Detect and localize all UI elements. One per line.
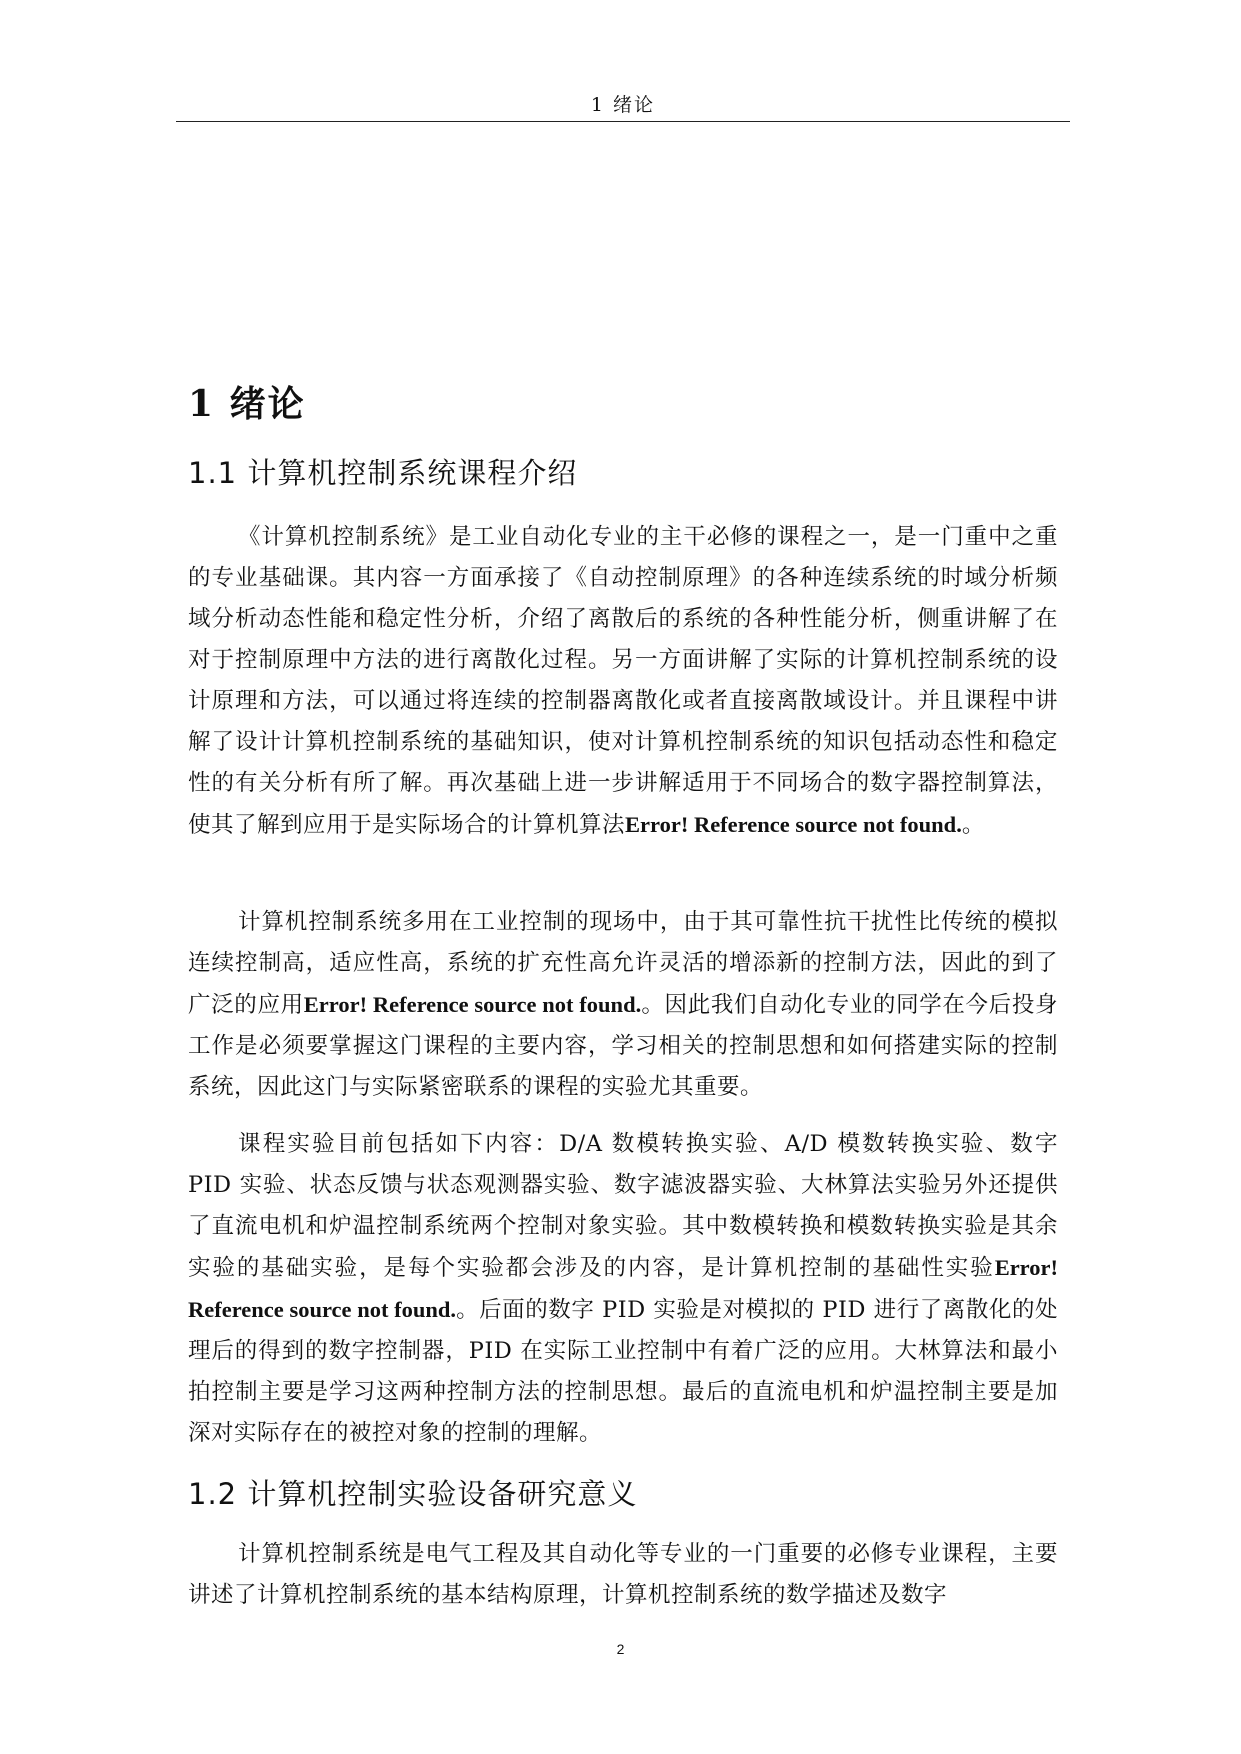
paragraph-1-1-2: [188, 902, 1058, 1108]
reference-error: Error! Reference source not found.: [303, 992, 642, 1017]
reference-error: Error! Reference source not found.: [625, 812, 962, 837]
section-title-1-2: 1.2 计算机控制实验设备研究意义: [188, 1477, 638, 1511]
paragraph-text: 。: [961, 812, 985, 838]
section-title-1-1: 1.1 计算机控制系统课程介绍: [188, 456, 578, 490]
page-number: 2: [616, 1641, 625, 1657]
chapter-title: 1 绪论: [188, 383, 306, 425]
paragraph-text: 。后面的数字 PID 实验是对模拟的 PID 进行了离散化的处理后的得到的数字控制器，PID 在实际工业控制中有着广泛的应用。大林算法和最小拍控制主要是学习这两种控制方法的控制思想。最后的直流电机和炉温控制主要是加深对实际存在的被控对象的控制的理解。: [188, 1297, 1058, 1446]
paragraph-1-1-3: [188, 1124, 1058, 1454]
paragraph-text: 课程实验目前包括如下内容：D/A 数模转换实验、A/D 模数转换实验、数字 PID 实验、状态反馈与状态观测器实验、数字滤波器实验、大林算法实验另外还提供了直流电机和炉温控制系统两个控制对象实验。其中数模转换和模数转换实验是其余实验的基础实验，是每个实验都会涉及的内容，是计算机控制的基础性实验: [188, 1131, 1058, 1281]
running-header: 1 绪论: [590, 94, 656, 116]
paragraph-1-2-1: 计算机控制系统是电气工程及其自动化等专业的一门重要的必修专业课程，主要讲述了计算机控制系统的基本结构原理，计算机控制系统的数学描述及数字: [188, 1541, 1058, 1608]
paragraph-text: 计算机控制系统多用在工业控制的现场中，由于其可靠性抗干扰性比传统的模拟连续控制高，适应性高，系统的扩充性高允许灵活的增添新的控制方法，因此的到了广泛的应用: [188, 909, 1058, 1018]
reference-error: Error! Reference source not found.: [188, 1255, 1058, 1322]
paragraph-text: 。因此我们自动化专业的同学在今后投身工作是必须要掌握这门课程的主要内容，学习相关的控制思想和如何搭建实际的控制系统，因此这门与实际紧密联系的课程的实验尤其重要。: [188, 992, 1058, 1100]
header-rule: [176, 121, 1070, 122]
paragraph-1-1-1: [188, 517, 1058, 846]
paragraph-text: 《计算机控制系统》是工业自动化专业的主干必修的课程之一，是一门重中之重的专业基础课。其内容一方面承接了《自动控制原理》的各种连续系统的时域分析频域分析动态性能和稳定性分析，介绍了离散后的系统的各种性能分析，侧重讲解了在对于控制原理中方法的进行离散化过程。另一方面讲解了实际的计算机控制系统的设计原理和方法，可以通过将连续的控制器离散化或者直接离散域设计。并且课程中讲解了设计计算机控制系统的基础知识，使对计算机控制系统的知识包括动态性和稳定性的有关分析有所了解。再次基础上进一步讲解适用于不同场合的数字器控制算法，使其了解到应用于是实际场合的计算机算法: [188, 524, 1058, 838]
